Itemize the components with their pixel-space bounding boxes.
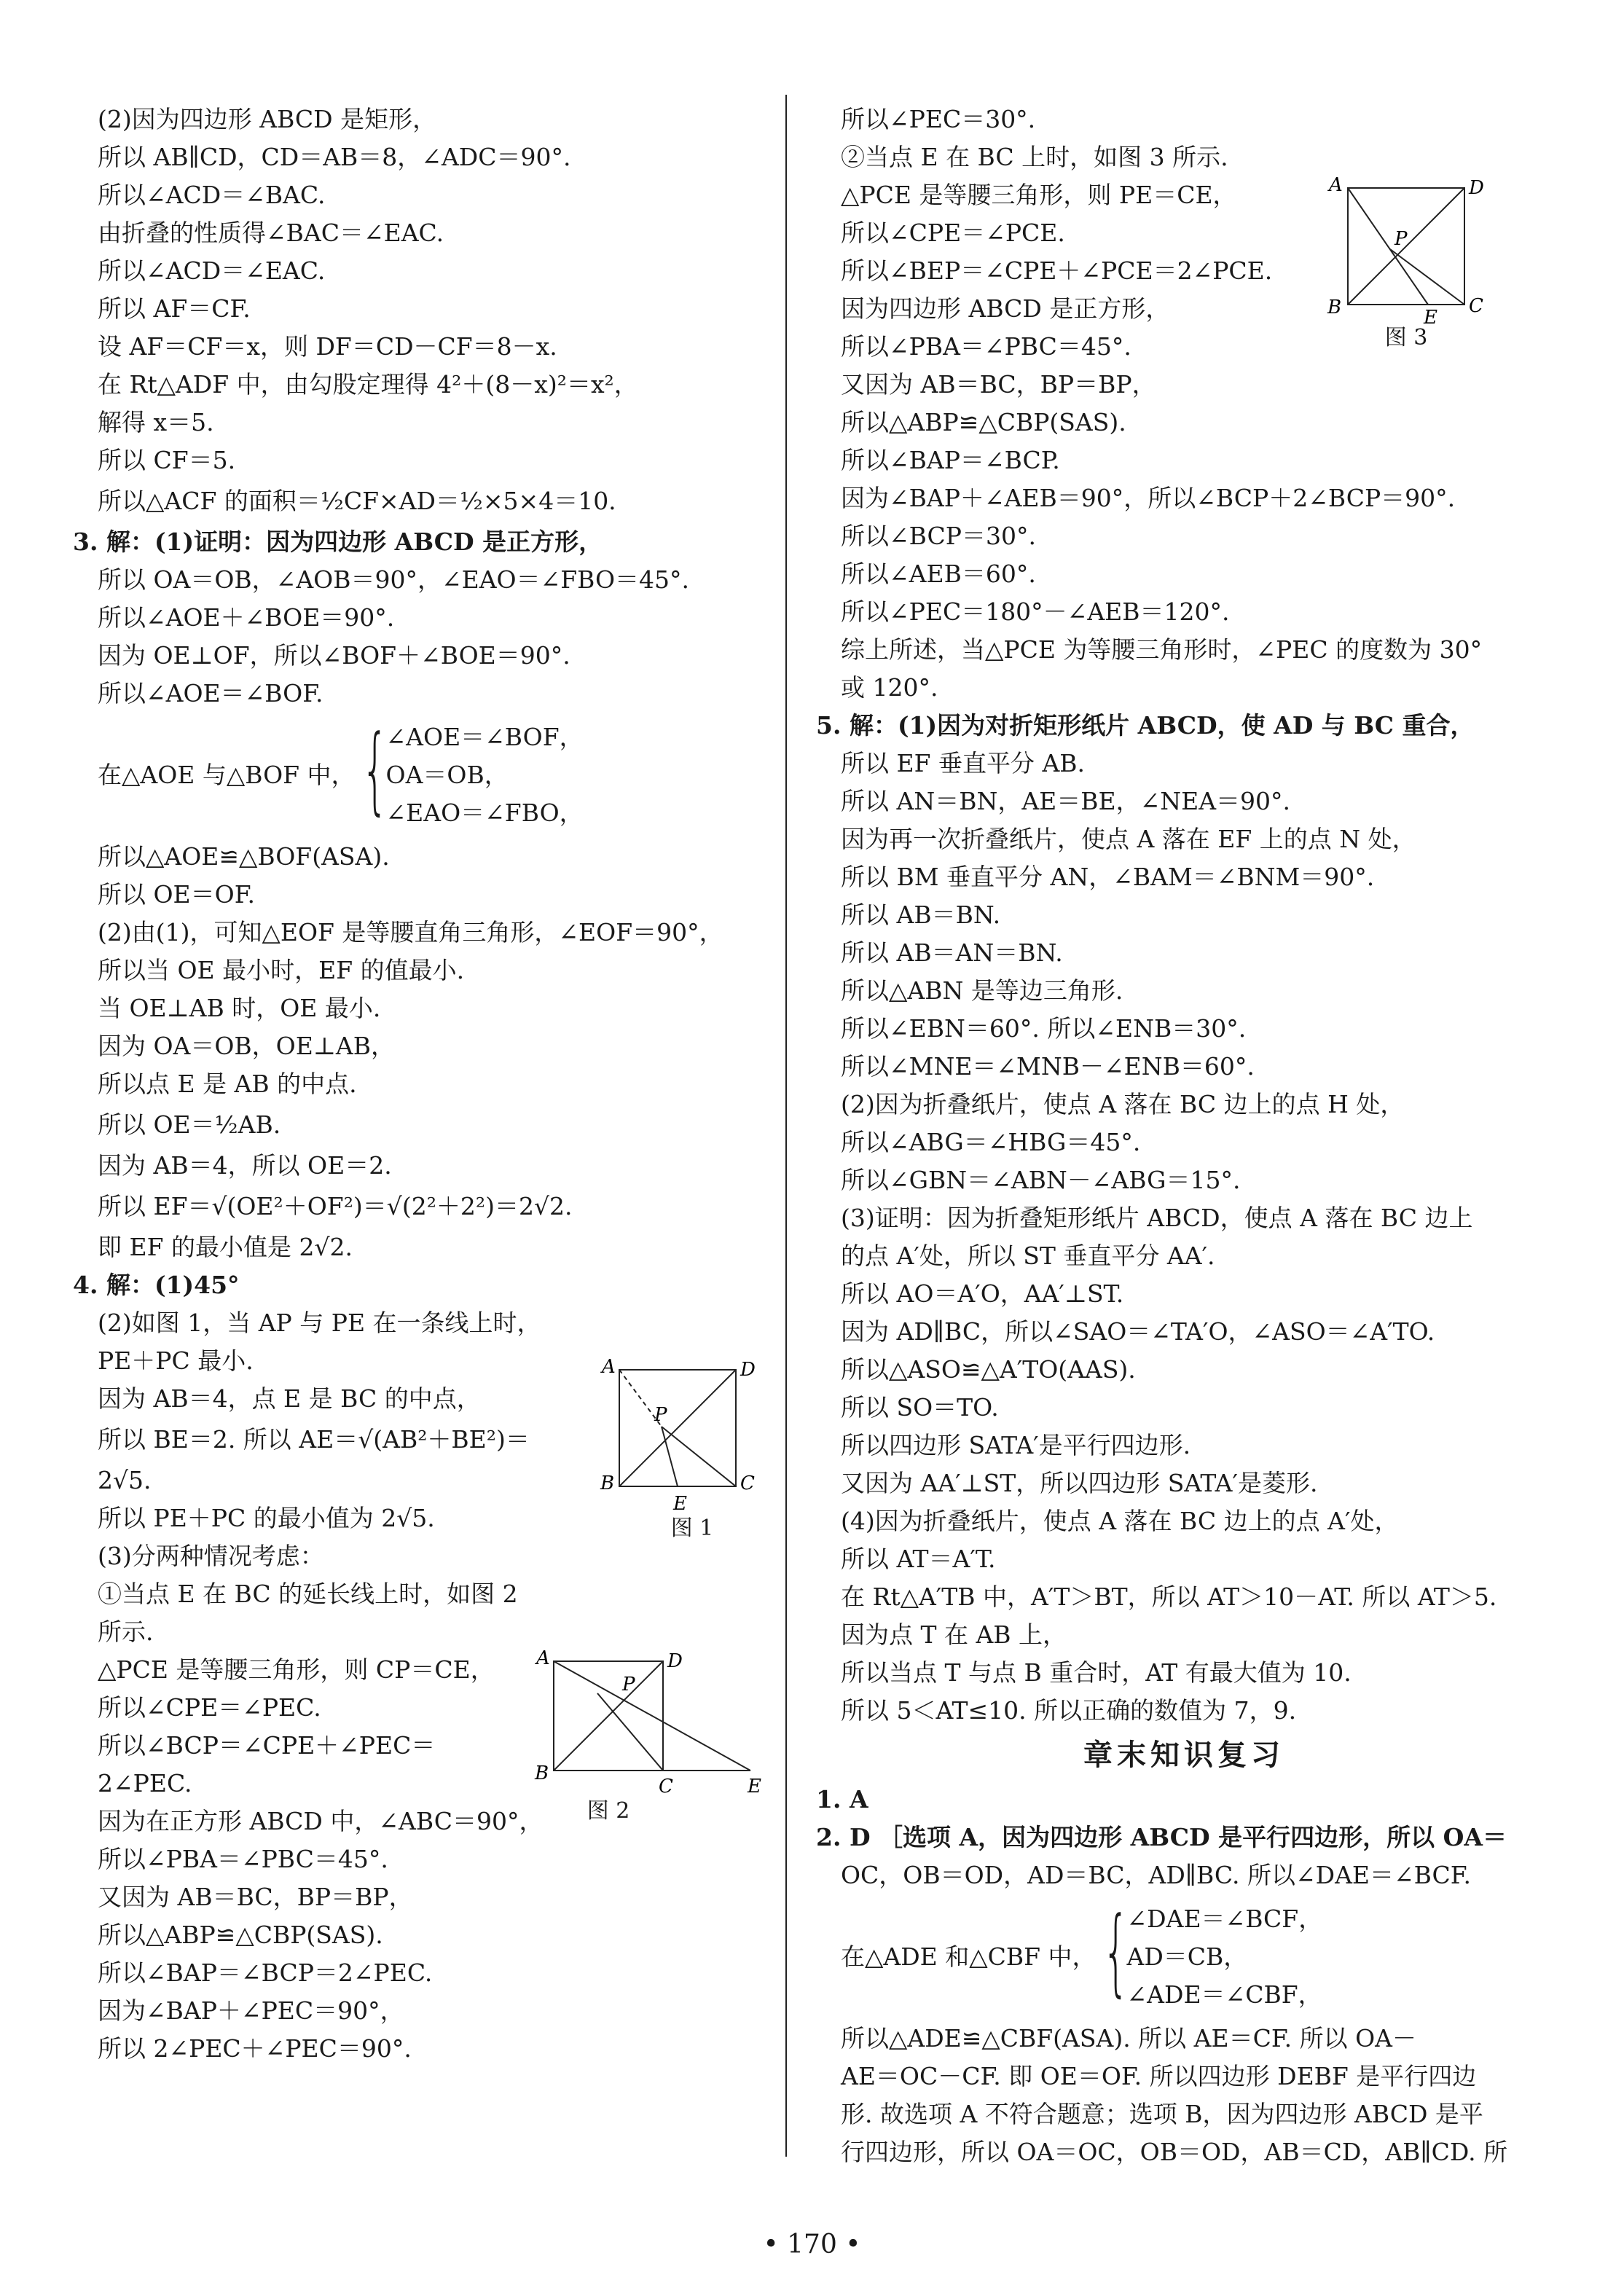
text-line: 又因为 AA′⊥ST，所以四边形 SATA′是菱形. — [841, 1469, 1318, 1497]
text-line: 所以 PE＋PC 的最小值为 2√5. — [98, 1504, 435, 1532]
label-B: B — [535, 1763, 549, 1784]
text-line: 因为 OA＝OB，OE⊥AB， — [98, 1032, 395, 1060]
text-line: 所以当点 T 与点 B 重合时，AT 有最大值为 10. — [841, 1658, 1352, 1687]
text-line: 的点 A′处，所以 ST 垂直平分 AA′. — [841, 1242, 1215, 1270]
label-E: E — [748, 1776, 761, 1797]
label-D: D — [1469, 177, 1484, 199]
text-line: 因为在正方形 ABCD 中，∠ABC＝90°， — [98, 1807, 544, 1835]
review-line: 1. A — [816, 1785, 868, 1814]
text-line: 所示. — [98, 1618, 154, 1646]
equation-system — [73, 713, 780, 838]
label-P: P — [654, 1404, 667, 1426]
text-line: 所以点 E 是 AB 的中点. — [98, 1070, 357, 1098]
text-line: 所以四边形 SATA′是平行四边形. — [841, 1431, 1191, 1459]
text-line: 当 OE⊥AB 时，OE 最小. — [98, 994, 381, 1022]
text-line: 所以△ACF 的面积＝½CF×AD＝½×5×4＝10. — [98, 487, 616, 515]
section-heading: 章末知识复习 — [1083, 1738, 1284, 1772]
system-row: AD＝CB， — [1126, 1942, 1248, 1971]
right-column — [816, 101, 1552, 2171]
text-line: 因为∠BAP＋∠PEC＝90°， — [98, 1996, 404, 2025]
text-line: 所以 OE＝OF. — [98, 880, 255, 909]
system-prefix: 在△AOE 与△BOF 中， — [98, 761, 356, 789]
text-line: 所以 SO＝TO. — [841, 1393, 999, 1422]
text-line: 因为 AD∥BC，所以∠SAO＝∠TA′O，∠ASO＝∠A′TO. — [841, 1317, 1435, 1346]
figure-3 — [1319, 173, 1494, 351]
text-line: 所以∠MNE＝∠MNB－∠ENB＝60°. — [841, 1052, 1255, 1081]
text-line: 所以 AN＝BN，AE＝BE，∠NEA＝90°. — [841, 787, 1291, 815]
figure-2 — [532, 1647, 765, 1824]
text-line: 又因为 AB＝BC，BP＝BP， — [98, 1883, 413, 1911]
system-row: ∠AOE＝∠BOF， — [385, 723, 584, 751]
page-number: • 170 • — [763, 2230, 861, 2259]
text-line: 因为 AB＝4，点 E 是 BC 的中点， — [98, 1384, 481, 1413]
text-line: 所以 AB∥CD，CD＝AB＝8，∠ADC＝90°. — [98, 143, 571, 171]
text-line: 因为点 T 在 AB 上， — [841, 1620, 1067, 1649]
brace: { — [361, 714, 388, 825]
system-row: ∠DAE＝∠BCF， — [1126, 1905, 1323, 1933]
text-line: 所以∠ACD＝∠EAC. — [98, 256, 326, 285]
text-line: 由折叠的性质得∠BAC＝∠EAC. — [98, 219, 444, 247]
text-line: (2)因为四边形 ABCD 是矩形， — [98, 105, 437, 133]
text-line: 所以∠BAP＝∠BCP. — [841, 446, 1060, 474]
brace: { — [1102, 1896, 1129, 2007]
label-E: E — [673, 1493, 687, 1515]
text-line: 在 Rt△A′TB 中，A′T＞BT，所以 AT＞10－AT. 所以 AT＞5. — [841, 1583, 1497, 1611]
figure-1-caption: 图 1 — [670, 1516, 714, 1541]
label-P: P — [622, 1674, 635, 1695]
text-line: 所以∠BCP＝∠CPE＋∠PEC＝ — [98, 1731, 436, 1760]
text-line: (2)由(1)，可知△EOF 是等腰直角三角形，∠EOF＝90°， — [98, 918, 723, 946]
figure-3-caption: 图 3 — [1384, 325, 1428, 350]
text-line: 2∠PEC. — [98, 1769, 192, 1797]
problem-4-header: 4. 解：(1)45° — [73, 1271, 240, 1299]
text-line: 所以∠AEB＝60°. — [841, 560, 1036, 588]
text-line: 所以 CF＝5. — [98, 446, 236, 474]
text-line: △PCE 是等腰三角形，则 CP＝CE， — [98, 1655, 495, 1684]
text-line: 所以∠BEP＝∠CPE＋∠PCE＝2∠PCE. — [841, 256, 1273, 285]
text-line: 或 120°. — [841, 673, 938, 702]
text-line: 所以△ABN 是等边三角形. — [841, 976, 1123, 1005]
text-line: (2)因为折叠纸片，使点 A 落在 BC 边上的点 H 处， — [841, 1090, 1405, 1118]
text-line: 所以∠BCP＝30°. — [841, 522, 1036, 550]
text-line: 所以∠AOE＋∠BOE＝90°. — [98, 603, 395, 632]
figure-1 — [597, 1355, 758, 1542]
text-line: 因为∠BAP＋∠AEB＝90°，所以∠BCP＋2∠BCP＝90°. — [841, 484, 1456, 512]
text-line: 所以∠ABG＝∠HBG＝45°. — [841, 1128, 1141, 1156]
text-line: 所以 BE＝2. 所以 AE＝√(AB²＋BE²)＝ — [98, 1425, 530, 1454]
label-E: E — [1424, 307, 1437, 329]
text-line: 所以∠PEC＝180°－∠AEB＝120°. — [841, 597, 1230, 626]
system-row: OA＝OB， — [385, 761, 509, 789]
text-line: 所以 AF＝CF. — [98, 294, 251, 323]
text-line: 所以∠GBN＝∠ABN－∠ABG＝15°. — [841, 1166, 1241, 1194]
text-line: 在 Rt△ADF 中，由勾股定理得 4²＋(8－x)²＝x²， — [98, 370, 638, 399]
text-line: (3)分两种情况考虑： — [98, 1542, 324, 1570]
text-line: 所以∠PBA＝∠PBC＝45°. — [841, 332, 1131, 361]
review-line: 形. 故选项 A 不符合题意；选项 B，因为四边形 ABCD 是平 — [841, 2100, 1483, 2128]
text-line: 因为 OE⊥OF，所以∠BOF＋∠BOE＝90°. — [98, 641, 570, 670]
text-line: 所以 BM 垂直平分 AN，∠BAM＝∠BNM＝90°. — [841, 863, 1375, 891]
label-P: P — [1394, 228, 1408, 250]
review-line: AE＝OC－CF. 即 OE＝OF. 所以四边形 DEBF 是平行四边 — [841, 2062, 1477, 2090]
text-line: 所以 EF 垂直平分 AB. — [841, 749, 1086, 777]
system-row: ∠EAO＝∠FBO， — [385, 799, 584, 827]
text-line: 所以 EF＝√(OE²＋OF²)＝√(2²＋2²)＝2√2. — [98, 1192, 573, 1220]
text-line: 所以 2∠PEC＋∠PEC＝90°. — [98, 2034, 412, 2063]
text-line: 所以∠BAP＝∠BCP＝2∠PEC. — [98, 1958, 433, 1987]
column-divider — [785, 95, 787, 2157]
text-line: 所以 AO＝A′O，AA′⊥ST. — [841, 1279, 1124, 1308]
review-line: 2. D ［选项 A，因为四边形 ABCD 是平行四边形，所以 OA＝ — [816, 1823, 1507, 1851]
text-line: 所以△ASO≌△A′TO(AAS). — [841, 1355, 1136, 1384]
text-line: (3)证明：因为折叠矩形纸片 ABCD，使点 A 落在 BC 边上 — [841, 1204, 1473, 1232]
review-line: OC，OB＝OD，AD＝BC，AD∥BC. 所以∠DAE＝∠BCF. — [841, 1861, 1472, 1889]
text-line: 因为再一次折叠纸片，使点 A 落在 EF 上的点 N 处， — [841, 825, 1416, 853]
text-line: 所以∠PEC＝30°. — [841, 105, 1036, 133]
label-C: C — [1469, 295, 1483, 317]
review-line: 所以△ADE≌△CBF(ASA). 所以 AE＝CF. 所以 OA－ — [841, 2024, 1416, 2052]
text-line: (2)如图 1，当 AP 与 PE 在一条线上时， — [98, 1309, 541, 1337]
problem-5-header: 5. 解：(1)因为对折矩形纸片 ABCD，使 AD 与 BC 重合， — [816, 711, 1475, 740]
text-line: 所以 OE＝½AB. — [98, 1110, 281, 1139]
text-line: PE＋PC 最小. — [98, 1346, 254, 1375]
text-line: 所以∠PBA＝∠PBC＝45°. — [98, 1845, 388, 1873]
label-A: A — [1329, 174, 1343, 196]
text-line: 所以 AB＝BN. — [841, 901, 1001, 929]
text-line: △PCE 是等腰三角形，则 PE＝CE， — [841, 181, 1237, 209]
system-row: ∠ADE＝∠CBF， — [1126, 1980, 1322, 2009]
label-D: D — [667, 1650, 683, 1672]
text-line: 所以 5＜AT≤10. 所以正确的数值为 7，9. — [841, 1696, 1297, 1725]
text-line: (4)因为折叠纸片，使点 A 落在 BC 边上的点 A′处， — [841, 1507, 1399, 1535]
label-C: C — [740, 1473, 755, 1494]
text-line: 所以∠AOE＝∠BOF. — [98, 679, 323, 707]
text-line: 所以当 OE 最小时，EF 的值最小. — [98, 956, 465, 984]
equation-system — [816, 1894, 1552, 2020]
system-prefix: 在△ADE 和△CBF 中， — [841, 1942, 1097, 1971]
text-line: 所以 AT＝A′T. — [841, 1545, 996, 1573]
text-line: ①当点 E 在 BC 的延长线上时，如图 2 — [98, 1580, 518, 1608]
text-line: 又因为 AB＝BC，BP＝BP， — [841, 370, 1156, 399]
label-A: A — [602, 1356, 616, 1378]
label-C: C — [659, 1776, 673, 1797]
text-line: ②当点 E 在 BC 上时，如图 3 所示. — [841, 143, 1228, 171]
label-A: A — [536, 1647, 550, 1669]
text-line: 所以∠ACD＝∠BAC. — [98, 181, 326, 209]
text-line: 所以 AB＝AN＝BN. — [841, 938, 1063, 967]
label-D: D — [740, 1359, 756, 1381]
text-line: 综上所述，当△PCE 为等腰三角形时，∠PEC 的度数为 30° — [841, 635, 1483, 664]
review-line: 行四边形，所以 OA＝OC，OB＝OD，AB＝CD，AB∥CD. 所 — [841, 2138, 1508, 2166]
text-line: 所以△ABP≌△CBP(SAS). — [841, 408, 1126, 436]
label-B: B — [1327, 297, 1342, 318]
text-line: 所以∠EBN＝60°. 所以∠ENB＝30°. — [841, 1014, 1247, 1043]
text-line: 2√5. — [98, 1466, 152, 1494]
text-line: 解得 x＝5. — [98, 408, 214, 436]
label-B: B — [600, 1473, 615, 1494]
text-line: 所以 OA＝OB，∠AOB＝90°，∠EAO＝∠FBO＝45°. — [98, 565, 690, 594]
figure-2-caption: 图 2 — [587, 1798, 630, 1824]
text-line: 所以△AOE≌△BOF(ASA). — [98, 842, 390, 871]
text-line: 因为四边形 ABCD 是正方形， — [841, 294, 1170, 323]
problem-3-header: 3. 解：(1)证明：因为四边形 ABCD 是正方形， — [73, 528, 603, 556]
text-line: 所以△ABP≌△CBP(SAS). — [98, 1921, 383, 1949]
text-line: 所以∠CPE＝∠PCE. — [841, 219, 1065, 247]
text-line: 即 EF 的最小值是 2√2. — [98, 1233, 353, 1261]
text-line: 设 AF＝CF＝x，则 DF＝CD－CF＝8－x. — [98, 332, 557, 361]
text-line: 所以∠CPE＝∠PEC. — [98, 1693, 321, 1722]
text-line: 因为 AB＝4，所以 OE＝2. — [98, 1151, 392, 1180]
